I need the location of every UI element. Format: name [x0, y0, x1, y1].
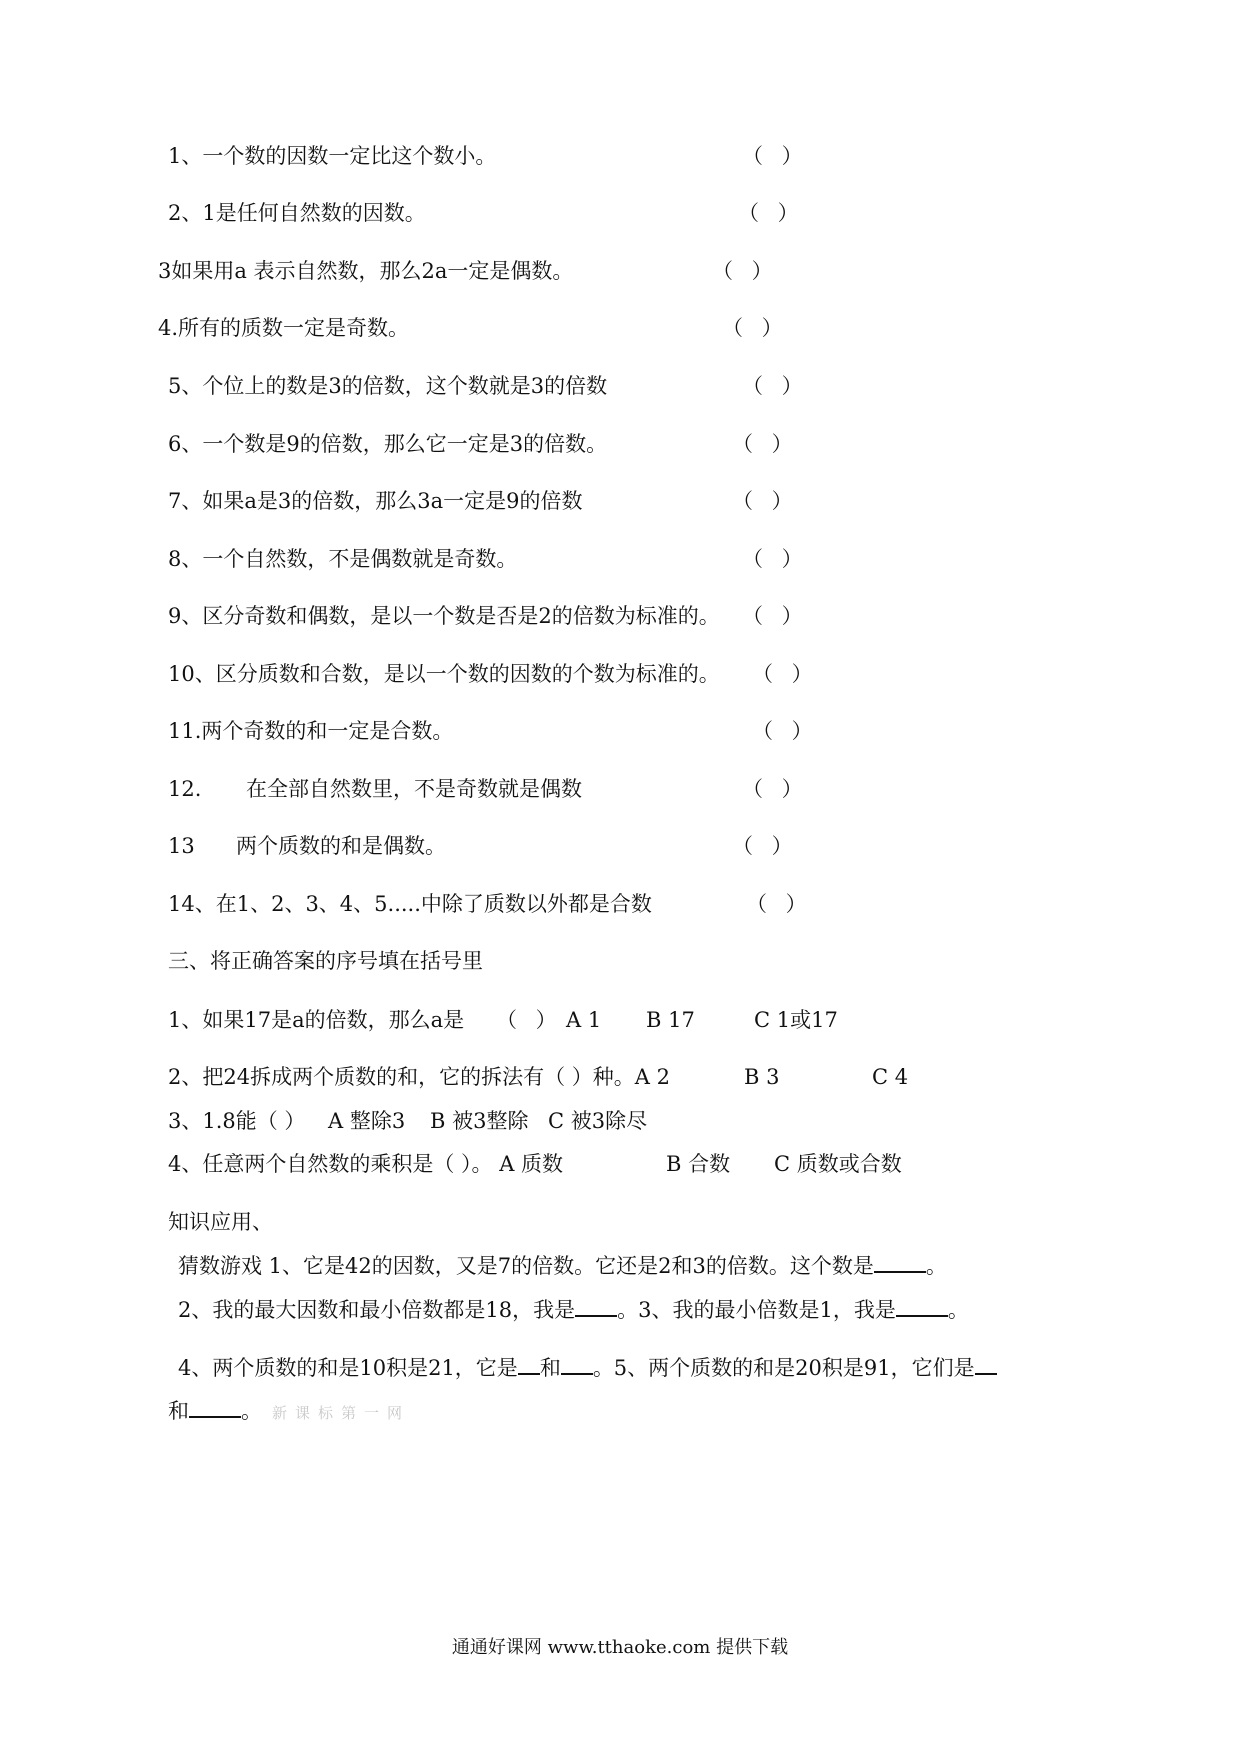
choice-q1-option-b: B 17 — [646, 1008, 695, 1032]
answer-paren-q7: （ ） — [732, 489, 799, 513]
judge-q8: 8、一个自然数，不是偶数就是奇数。 — [168, 547, 518, 571]
judge-q7: 7、如果a是3的倍数，那么3a一定是9的倍数 — [168, 489, 583, 513]
answer-blank[interactable] — [575, 1295, 617, 1317]
choice-q1-stem: 1、如果17是a的倍数，那么a是 — [168, 1008, 465, 1032]
judge-q3: 3如果用a 表示自然数，那么2a一定是偶数。 — [158, 259, 574, 283]
answer-paren-q2: （ ） — [738, 201, 805, 225]
answer-paren-q13: （ ） — [732, 834, 799, 858]
apply-q4-and: 和 — [539, 1356, 561, 1380]
judge-q2: 2、1是任何自然数的因数。 — [168, 201, 426, 225]
apply-q3-end: 。 — [947, 1298, 969, 1322]
answer-blank[interactable] — [189, 1396, 241, 1418]
answer-blank[interactable] — [874, 1251, 926, 1273]
apply-q3-text: 。3、我的最小倍数是1，我是 — [617, 1298, 896, 1322]
apply-line-4 — [168, 1396, 410, 1427]
answer-blank[interactable] — [561, 1353, 593, 1375]
judge-q5: 5、个位上的数是3的倍数，这个数就是3的倍数 — [168, 374, 608, 398]
judge-q9: 9、区分奇数和偶数，是以一个数是否是2的倍数为标准的。 — [168, 604, 720, 628]
apply-q2-text: 2、我的最大因数和最小倍数都是18，我是 — [178, 1298, 576, 1322]
page-footer: 通通好课网 www.tthaoke.com 提供下载 — [451, 1637, 789, 1658]
apply-line-2 — [178, 1295, 969, 1324]
choice-q1-paren: （ ） — [496, 1008, 563, 1032]
apply-line-3 — [178, 1353, 997, 1382]
choice-q3-option-c: C 被3除尽 — [548, 1109, 648, 1133]
judge-q13-number: 13 — [168, 834, 195, 858]
apply-q5-end: 。 — [241, 1399, 262, 1423]
choice-q2-stem: 2、把24拆成两个质数的和，它的拆法有（ ）种。A 2 — [168, 1065, 670, 1089]
apply-q5-and: 和 — [168, 1399, 189, 1423]
choice-q2-option-c: C 4 — [872, 1065, 909, 1089]
answer-paren-q12: （ ） — [742, 777, 809, 801]
choice-q4-option-c: C 质数或合数 — [774, 1152, 902, 1176]
choice-q3-option-b: B 被3整除 — [430, 1109, 529, 1133]
answer-paren-q6: （ ） — [732, 432, 799, 456]
choice-q1-option-c: C 1或17 — [754, 1008, 838, 1032]
section-heading-apply: 知识应用、 — [168, 1210, 273, 1234]
choice-q3-stem: 3、1.8能（ ） — [168, 1109, 306, 1133]
choice-q3-option-a: A 整除3 — [328, 1109, 406, 1133]
answer-paren-q5: （ ） — [742, 374, 809, 398]
choice-q2-option-b: B 3 — [744, 1065, 780, 1089]
judge-q14: 14、在1、2、3、4、5.....中除了质数以外都是合数 — [168, 892, 652, 916]
judge-q10: 10、区分质数和合数，是以一个数的因数的个数为标准的。 — [168, 662, 720, 686]
judge-q12-number: 12. — [168, 777, 202, 801]
apply-q4-text: 4、两个质数的和是10积是21，它是 — [178, 1356, 518, 1380]
choice-q1-option-a: A 1 — [566, 1008, 602, 1032]
apply-q1-text: 猜数游戏 1、它是42的因数，又是7的倍数。它还是2和3的倍数。这个数是 — [178, 1254, 874, 1278]
answer-paren-q10: （ ） — [752, 662, 819, 686]
answer-paren-q8: （ ） — [742, 547, 809, 571]
answer-paren-q3: （ ） — [712, 259, 779, 283]
judge-q13-text: 两个质数的和是偶数。 — [236, 834, 446, 858]
section-heading-choice: 三、将正确答案的序号填在括号里 — [168, 949, 483, 973]
answer-blank[interactable] — [518, 1353, 540, 1375]
watermark: 新课标第一网 — [272, 1404, 411, 1422]
answer-paren-q1: （ ） — [742, 144, 809, 168]
answer-paren-q14: （ ） — [746, 892, 813, 916]
answer-paren-q11: （ ） — [752, 719, 819, 743]
judge-q11: 11.两个奇数的和一定是合数。 — [168, 719, 454, 743]
answer-blank[interactable] — [975, 1353, 997, 1375]
judge-q1: 1、一个数的因数一定比这个数小。 — [168, 144, 497, 168]
judge-q4: 4.所有的质数一定是奇数。 — [158, 316, 410, 340]
judge-q6: 6、一个数是9的倍数，那么它一定是3的倍数。 — [168, 432, 608, 456]
choice-q4-option-b: B 合数 — [666, 1152, 731, 1176]
apply-line-1 — [178, 1251, 947, 1280]
answer-paren-q4: （ ） — [722, 316, 789, 340]
apply-q1-end: 。 — [925, 1254, 947, 1278]
answer-blank[interactable] — [896, 1295, 948, 1317]
choice-q4-stem: 4、任意两个自然数的乘积是（ ）。 A 质数 — [168, 1152, 564, 1176]
apply-q5-text: 。5、两个质数的和是20积是91，它们是 — [592, 1356, 975, 1380]
answer-paren-q9: （ ） — [742, 604, 809, 628]
judge-q12-text: 在全部自然数里，不是奇数就是偶数 — [246, 777, 582, 801]
